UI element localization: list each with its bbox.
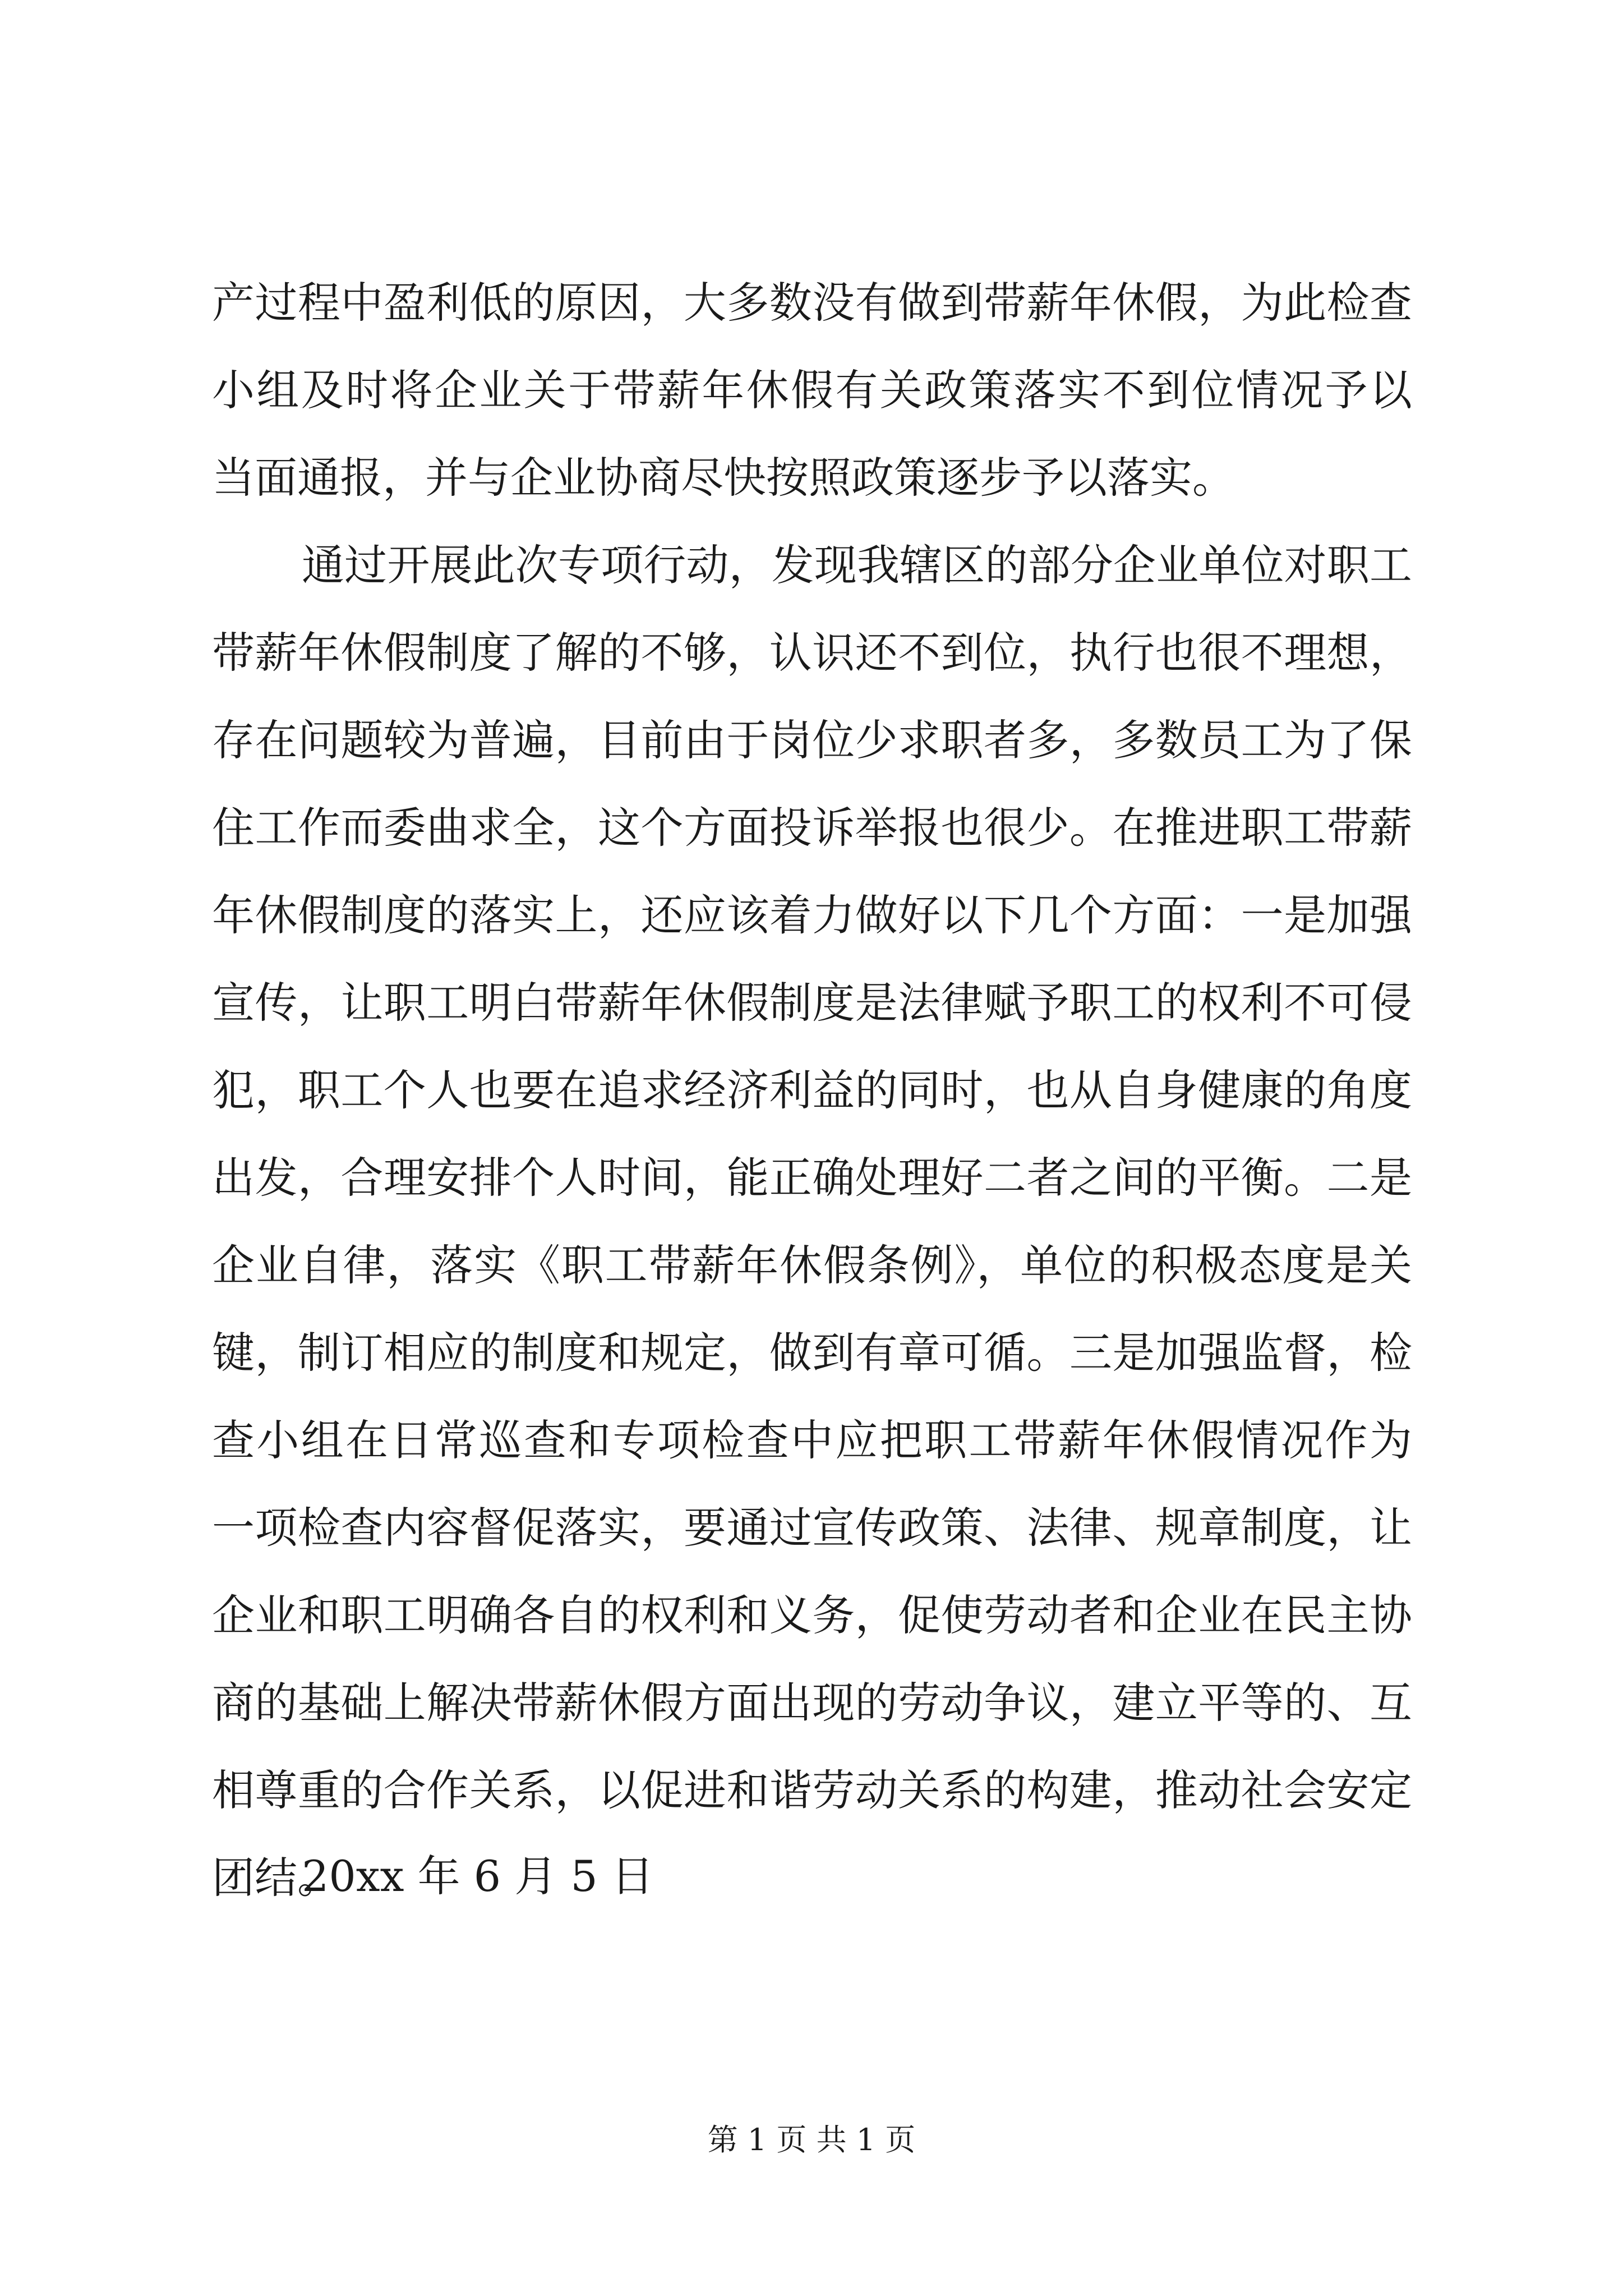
text-line: 查小组在日常巡查和专项检查中应把职工带薪年休假情况作为 [212,1415,1412,1465]
document-date: 20xx 年 6 月 5 日 [302,1851,654,1901]
text-line: 通过开展此次专项行动，发现我辖区的部分企业单位对职工 [302,540,1412,590]
text-line: 当面通报，并与企业协商尽快按照政策逐步予以落实。 [212,453,1235,503]
paragraph-2 [212,522,1412,1922]
text-line: 企业和职工明确各自的权利和义务，促使劳动者和企业在民主协 [212,1590,1412,1640]
page-footer: 第 1 页 共 1 页 [707,2122,916,2157]
text-line: 企业自律，落实《职工带薪年休假条例》，单位的积极态度是关 [212,1240,1412,1290]
text-line: 产过程中盈利低的原因，大多数没有做到带薪年休假，为此检查 [212,278,1412,328]
text-line: 一项检查内容督促落实，要通过宣传政策、法律、规章制度，让 [212,1503,1412,1553]
text-line: 键，制订相应的制度和规定，做到有章可循。三是加强监督，检 [212,1328,1412,1378]
paragraph-1 [212,259,1412,522]
text-line: 犯，职工个人也要在追求经济利益的同时，也从自身健康的角度 [212,1065,1412,1115]
text-line: 出发，合理安排个人时间，能正确处理好二者之间的平衡。二是 [212,1153,1412,1203]
text-line: 带薪年休假制度了解的不够，认识还不到位，执行也很不理想， [212,628,1412,678]
text-line: 宣传，让职工明白带薪年休假制度是法律赋予职工的权利不可侵 [212,978,1412,1028]
text-line: 年休假制度的落实上，还应该着力做好以下几个方面：一是加强 [212,890,1412,940]
text-line: 住工作而委曲求全，这个方面投诉举报也很少。在推进职工带薪 [212,803,1412,853]
text-line: 相尊重的合作关系，以促进和谐劳动关系的构建，推动社会安定 [212,1765,1412,1815]
document-body [212,259,1412,1922]
text-line: 小组及时将企业关于带薪年休假有关政策落实不到位情况予以 [212,365,1412,415]
text-line: 团结。 [212,1853,340,1903]
text-line: 存在问题较为普遍，目前由于岗位少求职者多，多数员工为了保 [212,715,1412,765]
text-line: 商的基础上解决带薪休假方面出现的劳动争议，建立平等的、互 [212,1678,1412,1728]
